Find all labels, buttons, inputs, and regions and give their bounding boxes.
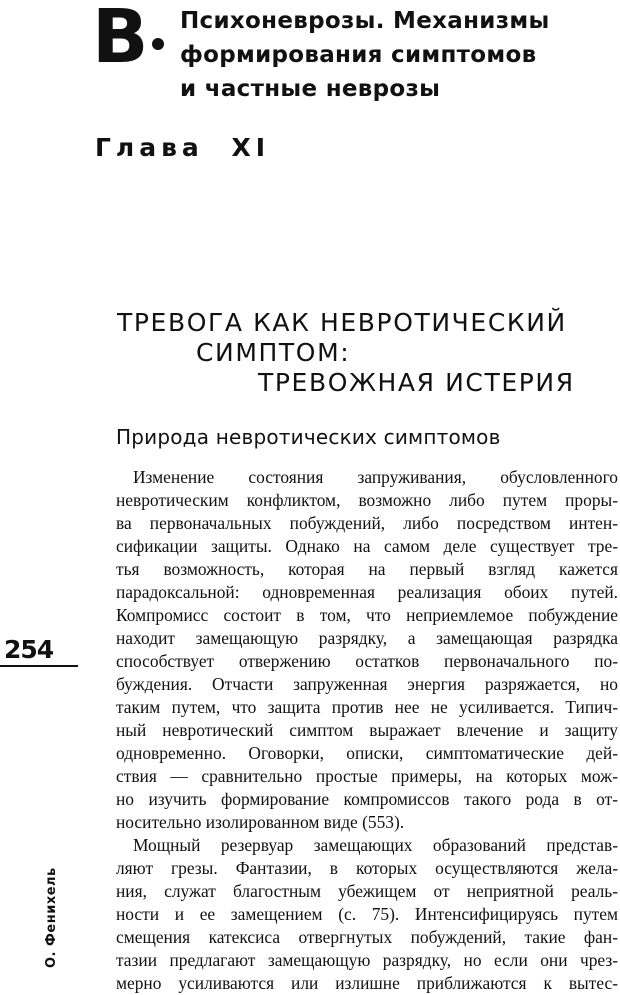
part-letter: В	[92, 0, 147, 80]
body-line: Компромисс состоит в том, что неприемлемое побуждение	[116, 605, 618, 625]
part-title	[180, 4, 610, 106]
body-line: парадоксальной: одновременная реализация обоих путей.	[116, 582, 618, 602]
body-line: но изучить формирование компромиссов такого рода в от-	[116, 789, 618, 809]
part-title-line: Психоневрозы. Механизмы	[180, 8, 550, 34]
page-number: 254	[4, 635, 54, 664]
chapter-title-line: ТРЕВОГА КАК НЕВРОТИЧЕСКИЙ	[117, 308, 567, 337]
part-title-line: формирования симптомов	[180, 42, 537, 68]
body-line: Мощный резервуар замещающих образований представ-	[133, 835, 618, 855]
body-line: ности и ее замещением (с. 75). Интенсифицируясь путем	[116, 904, 618, 924]
chapter-label: Глава XI	[95, 133, 271, 162]
body-line: смещения катексиса отвергнутых побуждений, такие фан-	[116, 927, 618, 947]
section-title: Природа невротических симптомов	[116, 425, 501, 449]
body-line: ствия — сравнительно простые примеры, на которых мож-	[116, 766, 618, 786]
body-line: ный невротический симптом выражает влечение и защиту	[116, 720, 618, 740]
body-line: таким путем, что защита против нее не усиливается. Типич-	[116, 697, 618, 717]
chapter-title	[112, 308, 617, 398]
body-line: невротическим конфликтом, возможно либо путем проры-	[116, 490, 618, 510]
body-line: мерно усиливаются или излишне приближаются к вытес-	[116, 973, 618, 993]
body-line: находит замещающую разрядку, а замещающая разрядка	[116, 628, 618, 648]
body-line: одновременно. Оговорки, описки, симптоматические дей-	[116, 743, 618, 763]
body-line: ния, служат благостным убежищем от неприятной реаль-	[116, 881, 618, 901]
body-line: ва первоначальных побуждений, либо посредством интен-	[116, 513, 618, 533]
running-head-author: О. Фенихель	[44, 867, 59, 968]
chapter-title-line: СИМПТОМ:	[196, 338, 351, 367]
body-line: буждения. Отчасти запруженная энергия разряжается, но	[116, 674, 618, 694]
body-text	[116, 466, 618, 995]
body-line: тья возможность, которая на первый взгляд кажется	[116, 559, 618, 579]
chapter-title-line: ТРЕВОЖНАЯ ИСТЕРИЯ	[258, 368, 575, 397]
body-line: носительно изолированном виде (553).	[116, 812, 405, 832]
body-line: сификации защиты. Однако на самом деле существует тре-	[116, 536, 618, 556]
body-line: Изменение состояния запруживания, обусловленного	[133, 467, 618, 487]
part-title-line: и частные неврозы	[180, 76, 441, 102]
body-line: ляют грезы. Фантазии, в которых осуществляются жела-	[116, 858, 618, 878]
body-line: способствует отвержению остатков первоначального по-	[116, 651, 618, 671]
body-line: тазии предлагают замещающую разрядку, но если они чрез-	[116, 950, 618, 970]
part-letter-dot	[152, 38, 164, 50]
page-number-rule	[0, 665, 78, 667]
